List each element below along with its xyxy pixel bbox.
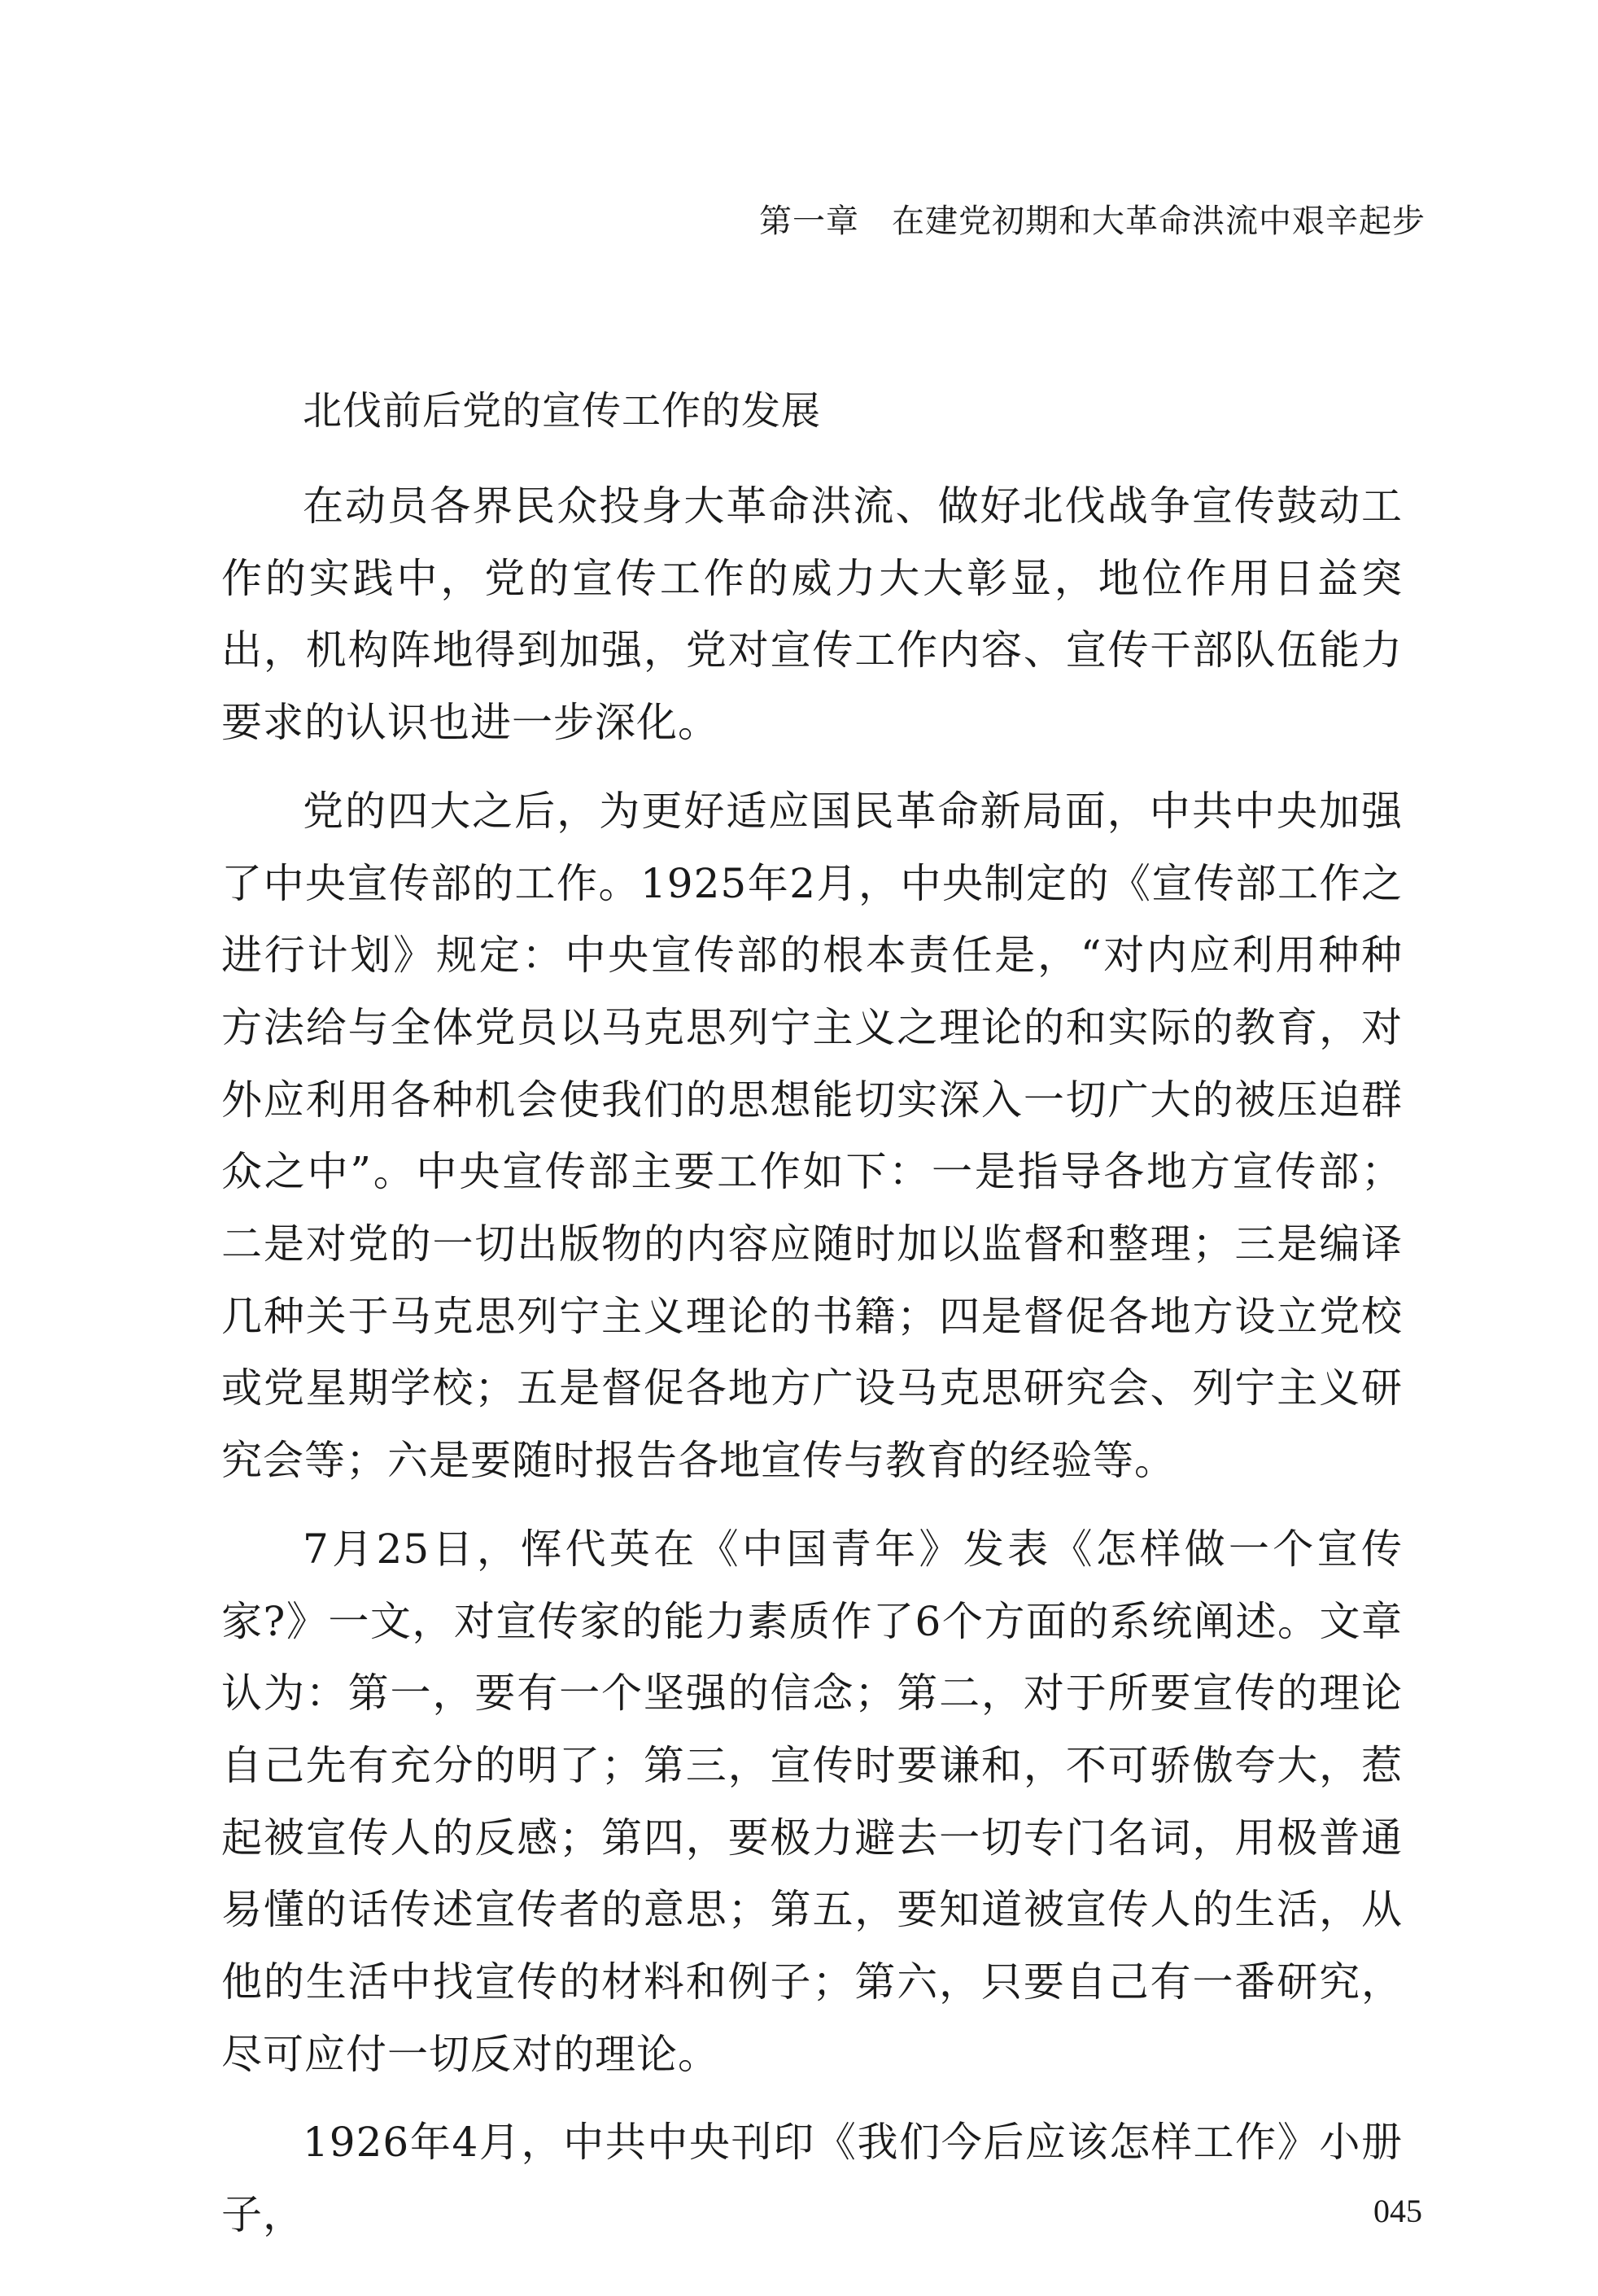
paragraph-1: 在动员各界民众投身大革命洪流、做好北伐战争宣传鼓动工作的实践中，党的宣传工作的威力大大彰显，地位作用日益突出，机构阵地得到加强，党对宣传工作内容、宣传干部队伍能力要求的认识也进一步深化。 [221, 482, 1403, 747]
paragraph-4: 1926年4月，中共中央刊印《我们今后应该怎样工作》小册子， [221, 2119, 1403, 2239]
paragraph-3: 7月25日，恽代英在《中国青年》发表《怎样做一个宣传家?》一文，对宣传家的能力素质作了6个方面的系统阐述。文章认为：第一，要有一个坚强的信念；第二，对于所要宣传的理论自己先有充分的明了；第三，宣传时要谦和，不可骄傲夸大，惹起被宣传人的反感；第四，要极力避去一切专门名词，用极普通易懂的话传述宣传者的意思；第五，要知道被宣传人的生活，从他的生活中找宣传的材料和例子；第六，只要自己有一番研究，尽可应付一切反对的理论。 [221, 1525, 1403, 2078]
section-title: 北伐前后党的宣传工作的发展 [303, 388, 822, 434]
running-head [759, 195, 1426, 242]
body-text [221, 470, 1403, 2268]
running-head-chapter: 第一章 [759, 203, 859, 240]
running-head-chapter-title: 在建党初期和大革命洪流中艰辛起步 [892, 203, 1426, 240]
paragraph-2: 党的四大之后，为更好适应国民革命新局面，中共中央加强了中央宣传部的工作。1925年2月，中央制定的《宣传部工作之进行计划》规定：中央宣传部的根本责任是，“对内应利用种种方法给与全体党员以马克思列宁主义之理论的和实际的教育，对外应利用各种机会使我们的思想能切实深入一切广大的被压迫群众之中”。中央宣传部主要工作如下：一是指导各地方宣传部；二是对党的一切出版物的内容应随时加以监督和整理；三是编译几种关于马克思列宁主义理论的书籍；四是督促各地方设立党校或党星期学校；五是督促各地方广设马克思研究会、列宁主义研究会等；六是要随时报告各地宣传与教育的经验等。 [221, 787, 1403, 1485]
page-number: 045 [1373, 2193, 1422, 2229]
